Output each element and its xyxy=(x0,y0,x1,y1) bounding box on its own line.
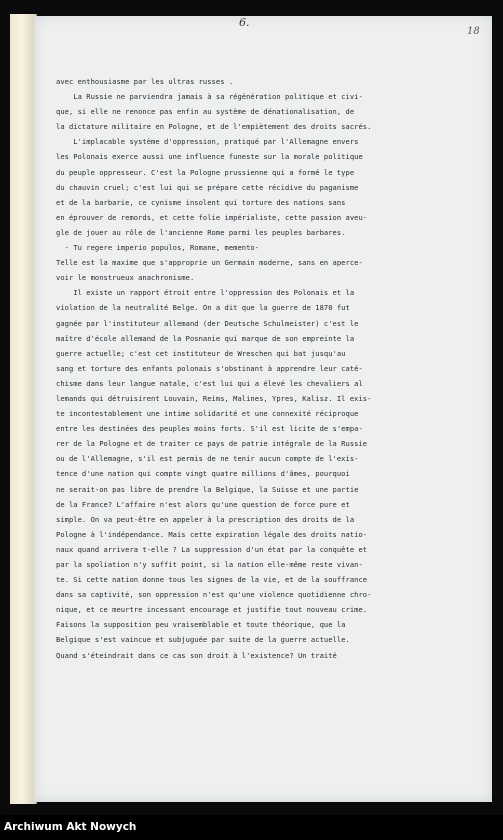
text-line: te. Si cette nation donne tous les signes de la vie, et de la souffrance xyxy=(56,575,368,585)
text-line: dans sa captivité, son oppression n'est qu'une violence quotidienne chro- xyxy=(56,590,372,600)
text-line: gagnée par l'instituteur allemand (der Deutsche Schulmeister) c'est le xyxy=(56,318,359,328)
text-line: voir le monstrueux anachronisme. xyxy=(56,273,195,283)
text-line: Faisons la supposition peu vraisemblable et toute théorique, que la xyxy=(56,620,346,630)
text-line: Belgique s'est vaincue et subjuguée par suite de la guerre actuelle. xyxy=(56,635,350,645)
text-line: rer de la Pologne et de traiter ce pays de patrie intégrale de la Russie xyxy=(56,439,368,449)
text-line: Telle est la maxime que s'approprie un Germain moderne, sans en aperce- xyxy=(56,258,363,268)
text-line: les Polonais exerce aussi une influence funeste sur la morale politique xyxy=(56,152,363,162)
text-line: de la France? L'affaire n'est alors qu'une question de force pure et xyxy=(56,499,350,509)
text-line: - Tu regere imperio populos, Romane, memento- xyxy=(56,243,260,253)
text-line: nique, et ce meurtre incessant encourage et justifie tout nouveau crime. xyxy=(56,605,368,615)
text-line: chisme dans leur langue natale, c'est lui qui a élevé les chevaliers al xyxy=(56,378,363,388)
text-line: avec enthousiasme par les ultras russes . xyxy=(56,77,234,86)
text-line: que, si elle ne renonce pas enfin au système de dénationalisation, de xyxy=(56,107,355,117)
text-line: la dictature militaire en Pologne, et de l'empiètement des droits sacrés. xyxy=(56,122,372,132)
text-line: maître d'école allemand de la Posnanie qui marque de son empreinte la xyxy=(56,333,355,343)
text-line: en éprouver de remords, et cette folie impérialiste, cette passion aveu- xyxy=(56,212,368,222)
text-line: lemands qui détruisirent Louvain, Reims, Malines, Ypres, Kalisz. Il exis- xyxy=(56,393,372,403)
text-line: ne serait-on pas libre de prendre la Belgique, la Suisse et une partie xyxy=(56,484,359,494)
text-line: gle de jouer au rôle de l'ancienne Rome parmi les peuples barbares. xyxy=(56,227,346,237)
text-line: violation de la neutralité Belge. On a dit que la guerre de 1870 fut xyxy=(56,303,350,313)
text-line: et de la barbarie, ce cynisme insolent qui torture des nations sans xyxy=(56,197,346,207)
text-line: te incontestablement une intime solidarité et une connexité réciproque xyxy=(56,409,359,419)
text-line: ou de l'Allemagne, s'il est permis de ne tenir aucun compte de l'exis- xyxy=(56,454,359,464)
text-line: par la spoliation n'y suffit point, si la nation elle-même reste vivan- xyxy=(56,560,363,569)
text-line: sang et torture des enfants polonais s'obstinant à apprendre leur caté- xyxy=(56,363,363,373)
text-line: tence d'une nation qui compte vingt quatre millions d'âmes, pourquoi xyxy=(56,469,350,479)
typed-text-body xyxy=(56,74,431,663)
text-line: simple. On va peut-être en appeler à la prescription des droits de la xyxy=(56,514,355,524)
page-spine xyxy=(10,14,37,804)
text-line: La Russie ne parviendra jamais à sa régénération politique et civi- xyxy=(56,92,363,102)
text-line: du peuple oppresseur. C'est la Pologne prussienne qui a formé le type xyxy=(56,167,355,177)
text-line: Quand s'éteindrait dans ce cas son droit à l'existence? Un traité xyxy=(56,650,337,660)
page-number: 6. xyxy=(239,16,250,29)
text-line: entre les destinées des peuples moins forts. S'il est licite de s'empa- xyxy=(56,424,363,434)
text-line: naux quand arrivera t-elle ? La suppression d'un état par la conquête et xyxy=(56,544,368,554)
text-line: Pologne à l'indépendance. Mais cette expiration légale des droits natio- xyxy=(56,529,368,539)
text-line: Il existe un rapport étroit entre l'oppression des Polonais et la xyxy=(56,288,355,298)
archive-reference-number: 18 xyxy=(467,26,480,37)
text-line: L'implacable système d'oppression, pratiqué par l'Allemagne envers xyxy=(56,137,359,147)
footer-bar xyxy=(0,815,503,840)
text-line: guerre actuelle; c'est cet instituteur de Wreschen qui bat jusqu'au xyxy=(56,348,346,358)
archive-name-label: Archiwum Akt Nowych xyxy=(4,821,137,833)
text-line: du chauvin cruel; c'est lui qui se prépare cette récidive du paganisme xyxy=(56,182,359,192)
